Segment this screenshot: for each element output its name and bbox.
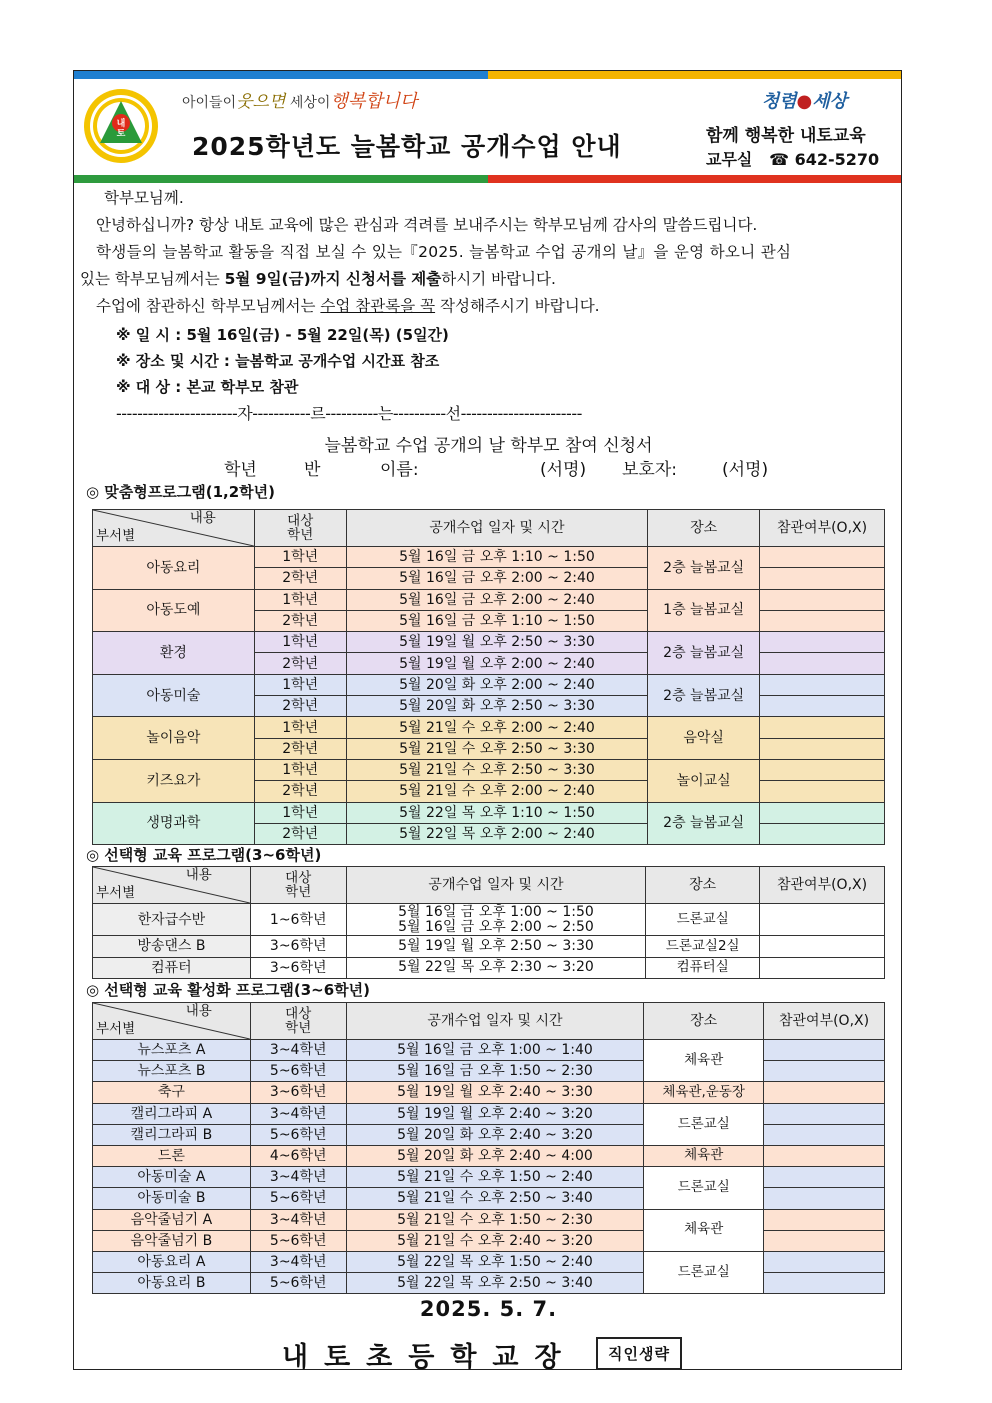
place: 2층 늘봄교실: [648, 674, 760, 717]
header-datetime: 공개수업 일자 및 시간: [346, 867, 646, 904]
principal-signature: 내토초등학교장: [282, 1342, 577, 1373]
salutation: 학부모님께.: [104, 189, 184, 207]
target-grade: 2학년: [254, 568, 346, 589]
program-name: 드론: [93, 1145, 251, 1166]
attend-checkbox[interactable]: [764, 1040, 885, 1061]
header-attend: 참관여부(O,X): [760, 510, 885, 547]
program-name: 놀이음악: [93, 717, 255, 760]
target-grade: 1학년: [254, 759, 346, 780]
table-row: [93, 1209, 885, 1230]
paragraph-2a: 학생들의 늘봄학교 활동을 직접 보실 수 있는『2025. 늘봄학교 수업 공개의 날』을 운영 하오니 관심: [96, 243, 792, 261]
info-target: ※ 대 상 : 본교 학부모 참관: [116, 378, 299, 396]
attend-checkbox[interactable]: [760, 957, 885, 979]
program-name: 아동미술 A: [93, 1167, 251, 1188]
logo-label: 내토: [116, 119, 126, 139]
program-name: 키즈요가: [93, 759, 255, 802]
table-row: [93, 1188, 885, 1209]
attend-checkbox[interactable]: [760, 759, 885, 780]
place: 컴퓨터실: [646, 957, 760, 979]
application-title: 늘봄학교 수업 공개의 날 학부모 참여 신청서: [324, 436, 653, 456]
attend-checkbox[interactable]: [764, 1251, 885, 1272]
program-name: 컴퓨터: [93, 957, 251, 979]
header-place: 장소: [646, 867, 760, 904]
info-place: ※ 장소 및 시간 : 늘봄학교 공개수업 시간표 참조: [116, 352, 440, 370]
section2-table: [92, 866, 885, 979]
session-time: 5월 20일 화 오후 2:40 ~ 4:00: [346, 1145, 644, 1166]
program-name: 음악줄넘기 A: [93, 1209, 251, 1230]
program-name: 한자급수반: [93, 904, 251, 936]
session-time: 5월 20일 화 오후 2:40 ~ 3:20: [346, 1124, 644, 1145]
table-row: [93, 904, 885, 936]
program-name: 캘리그라피 A: [93, 1103, 251, 1124]
target-grade: 1학년: [254, 589, 346, 610]
place: 음악실: [648, 717, 760, 760]
session-time: 5월 16일 금 오후 1:00 ~ 1:40: [346, 1040, 644, 1061]
place: 드론교실: [644, 1167, 764, 1209]
target-grade: 2학년: [254, 610, 346, 631]
info-date: ※ 일 시 : 5월 16일(금) - 5월 22일(목) (5일간): [116, 326, 449, 344]
place: 2층 늘봄교실: [648, 547, 760, 590]
session-time: 5월 21일 수 오후 1:50 ~ 2:40: [346, 1167, 644, 1188]
session-time: 5월 21일 수 오후 2:50 ~ 3:40: [346, 1188, 644, 1209]
paragraph-2b: 있는 학부모님께서는 5월 9일(금)까지 신청서를 제출하시기 바랍니다.: [80, 270, 556, 288]
stamp-omitted: 직인생략: [596, 1337, 682, 1370]
letter-body: [80, 185, 895, 400]
target-grade: 3~6학년: [250, 936, 346, 958]
attend-checkbox[interactable]: [760, 547, 885, 568]
header-attend: 참관여부(O,X): [764, 1003, 885, 1040]
table-row: [93, 936, 885, 958]
header-divider-bar: [74, 175, 901, 183]
header-dept-content: [93, 867, 251, 904]
attend-checkbox[interactable]: [760, 717, 885, 738]
header-dept-content: [93, 510, 255, 547]
header-dept-label: 부서별: [96, 884, 136, 901]
place: 1층 늘봄교실: [648, 589, 760, 632]
target-grade: 3~4학년: [250, 1209, 346, 1230]
program-name: 아동요리 B: [93, 1273, 251, 1294]
header-dept-content: [93, 1003, 251, 1040]
header-attend: 참관여부(O,X): [760, 867, 885, 904]
target-grade: 4~6학년: [250, 1145, 346, 1166]
target-grade: 3~4학년: [250, 1103, 346, 1124]
attend-checkbox[interactable]: [764, 1167, 885, 1188]
program-name: 아동요리: [93, 547, 255, 590]
target-grade: 2학년: [254, 823, 346, 844]
application-fields: 학년 반 이름: (서명) 보호자: (서명): [224, 460, 769, 480]
header-place: 장소: [644, 1003, 764, 1040]
program-name: 캘리그라피 B: [93, 1124, 251, 1145]
program-name: 아동요리 A: [93, 1251, 251, 1272]
section1-table: [92, 509, 885, 845]
session-time: 5월 19일 월 오후 2:40 ~ 3:20: [346, 1103, 644, 1124]
table-row: [93, 1273, 885, 1294]
attend-checkbox[interactable]: [764, 1082, 885, 1103]
program-name: 음악줄넘기 B: [93, 1230, 251, 1251]
target-grade: 5~6학년: [250, 1230, 346, 1251]
attend-checkbox[interactable]: [764, 1209, 885, 1230]
header-target: 대상 학년: [250, 867, 346, 904]
attend-checkbox[interactable]: [760, 610, 885, 631]
attend-checkbox[interactable]: [760, 781, 885, 802]
place: 놀이교실: [648, 759, 760, 802]
header-dept-label: 부서별: [96, 527, 136, 544]
section3-table: [92, 1002, 885, 1294]
attend-checkbox[interactable]: [760, 653, 885, 674]
target-grade: 1학년: [254, 717, 346, 738]
attend-checkbox[interactable]: [760, 589, 885, 610]
program-name: 뉴스포츠 A: [93, 1040, 251, 1061]
attend-checkbox[interactable]: [760, 904, 885, 936]
target-grade: 2학년: [254, 738, 346, 759]
session-time: 5월 21일 수 오후 2:00 ~ 2:40: [346, 781, 648, 802]
table-row: [93, 589, 885, 610]
attend-checkbox[interactable]: [760, 696, 885, 717]
table-row: [93, 1167, 885, 1188]
target-grade: 2학년: [254, 696, 346, 717]
place: 드론교실: [644, 1251, 764, 1293]
session-time: 5월 16일 금 오후 1:00 ~ 1:50 5월 16일 금 오후 2:00 ~ 2:50: [346, 904, 646, 936]
place: 2층 늘봄교실: [648, 802, 760, 845]
target-grade: 1학년: [254, 632, 346, 653]
place: 체육관: [644, 1209, 764, 1251]
attend-checkbox[interactable]: [760, 936, 885, 958]
attend-checkbox[interactable]: [764, 1230, 885, 1251]
program-name: 아동미술 B: [93, 1188, 251, 1209]
session-time: 5월 19일 월 오후 2:50 ~ 3:30: [346, 936, 646, 958]
target-grade: 5~6학년: [250, 1061, 346, 1082]
header-content-label: 내용: [185, 1003, 212, 1019]
table-row: [93, 1103, 885, 1124]
program-name: 생명과학: [93, 802, 255, 845]
attend-checkbox[interactable]: [760, 823, 885, 844]
target-grade: 3~6학년: [250, 957, 346, 979]
session-time: 5월 21일 수 오후 2:40 ~ 3:20: [346, 1230, 644, 1251]
session-time: 5월 22일 목 오후 1:50 ~ 2:40: [346, 1251, 644, 1272]
attend-checkbox[interactable]: [764, 1273, 885, 1294]
target-grade: 3~6학년: [250, 1082, 346, 1103]
session-time: 5월 16일 금 오후 2:00 ~ 2:40: [346, 589, 648, 610]
attend-checkbox[interactable]: [764, 1061, 885, 1082]
target-grade: 2학년: [254, 653, 346, 674]
slogan: 아이들이웃으면 세상이행복합니다: [182, 91, 418, 112]
table-row: [93, 632, 885, 653]
place: 2층 늘봄교실: [648, 632, 760, 675]
target-grade: 1학년: [254, 674, 346, 695]
target-grade: 3~4학년: [250, 1167, 346, 1188]
table-row: [93, 674, 885, 695]
table-row: [93, 1061, 885, 1082]
session-time: 5월 22일 목 오후 2:00 ~ 2:40: [346, 823, 648, 844]
session-time: 5월 22일 목 오후 2:50 ~ 3:40: [346, 1273, 644, 1294]
program-name: 아동미술: [93, 674, 255, 717]
program-name: 뉴스포츠 B: [93, 1061, 251, 1082]
target-grade: 3~4학년: [250, 1040, 346, 1061]
session-time: 5월 19일 월 오후 2:50 ~ 3:30: [346, 632, 648, 653]
attend-checkbox[interactable]: [760, 738, 885, 759]
issue-date: 2025. 5. 7.: [419, 1297, 558, 1321]
table-row: [93, 1124, 885, 1145]
target-grade: 2학년: [254, 781, 346, 802]
session-time: 5월 20일 화 오후 2:00 ~ 2:40: [346, 674, 648, 695]
table-row: [93, 802, 885, 823]
header-target: 대상 학년: [254, 510, 346, 547]
header-target: 대상 학년: [250, 1003, 346, 1040]
table-row: [93, 1040, 885, 1061]
header-datetime: 공개수업 일자 및 시간: [346, 510, 648, 547]
section2-title: ◎ 선택형 교육 프로그램(3~6학년): [86, 846, 322, 864]
place: 드론교실: [646, 904, 760, 936]
session-time: 5월 21일 수 오후 1:50 ~ 2:30: [346, 1209, 644, 1230]
target-grade: 1~6학년: [250, 904, 346, 936]
attend-checkbox[interactable]: [760, 802, 885, 823]
place: 드론교실: [644, 1103, 764, 1145]
attend-checkbox[interactable]: [764, 1145, 885, 1166]
place: 체육관: [644, 1145, 764, 1166]
table-row: [93, 1251, 885, 1272]
attend-checkbox[interactable]: [764, 1188, 885, 1209]
attend-checkbox[interactable]: [764, 1124, 885, 1145]
session-time: 5월 22일 목 오후 2:30 ~ 3:20: [346, 957, 646, 979]
office-contact: 교무실 ☎ 642-5270: [706, 150, 880, 169]
header-content-label: 내용: [189, 510, 216, 526]
attend-checkbox[interactable]: [760, 632, 885, 653]
section1-title: ◎ 맞춤형프로그램(1,2학년): [86, 483, 276, 501]
table-row: [93, 1145, 885, 1166]
top-color-bar: [74, 71, 901, 79]
attend-checkbox[interactable]: [764, 1103, 885, 1124]
notice-page: [73, 70, 902, 1373]
motto: 함께 행복한 내토교육: [706, 126, 866, 146]
session-time: 5월 21일 수 오후 2:50 ~ 3:30: [346, 738, 648, 759]
attend-checkbox[interactable]: [760, 674, 885, 695]
session-time: 5월 16일 금 오후 1:10 ~ 1:50: [346, 547, 648, 568]
cut-line: -----------------------자-----------르----------는----------선-----------------------: [116, 404, 582, 423]
table-row: [93, 717, 885, 738]
program-name: 아동도예: [93, 589, 255, 632]
place: 드론교실2실: [646, 936, 760, 958]
target-grade: 5~6학년: [250, 1273, 346, 1294]
header-datetime: 공개수업 일자 및 시간: [346, 1003, 644, 1040]
program-name: 방송댄스 B: [93, 936, 251, 958]
session-time: 5월 16일 금 오후 1:50 ~ 2:30: [346, 1061, 644, 1082]
header-dept-label: 부서별: [96, 1020, 136, 1037]
program-name: 환경: [93, 632, 255, 675]
target-grade: 1학년: [254, 547, 346, 568]
program-name: 축구: [93, 1082, 251, 1103]
session-time: 5월 19일 월 오후 2:00 ~ 2:40: [346, 653, 648, 674]
session-time: 5월 16일 금 오후 1:10 ~ 1:50: [346, 610, 648, 631]
table-row: [93, 759, 885, 780]
section3-title: ◎ 선택형 교육 활성화 프로그램(3~6학년): [86, 981, 370, 999]
session-time: 5월 19일 월 오후 2:40 ~ 3:30: [346, 1082, 644, 1103]
paragraph-1: 안녕하십니까? 항상 내토 교육에 많은 관심과 격려를 보내주시는 학부모님께 감사의 말씀드립니다.: [96, 216, 758, 234]
table-row: [93, 957, 885, 979]
target-grade: 3~4학년: [250, 1251, 346, 1272]
attend-checkbox[interactable]: [760, 568, 885, 589]
session-time: 5월 21일 수 오후 2:50 ~ 3:30: [346, 759, 648, 780]
target-grade: 5~6학년: [250, 1124, 346, 1145]
target-grade: 1학년: [254, 802, 346, 823]
table-row: [93, 1082, 885, 1103]
session-time: 5월 20일 화 오후 2:50 ~ 3:30: [346, 696, 648, 717]
paragraph-3: 수업에 참관하신 학부모님께서는 수업 참관록을 꼭 작성해주시기 바랍니다.: [96, 297, 600, 315]
session-time: 5월 22일 목 오후 1:10 ~ 1:50: [346, 802, 648, 823]
place: 체육관,운동장: [644, 1082, 764, 1103]
session-time: 5월 16일 금 오후 2:00 ~ 2:40: [346, 568, 648, 589]
target-grade: 5~6학년: [250, 1188, 346, 1209]
table-row: [93, 547, 885, 568]
header-place: 장소: [648, 510, 760, 547]
header-content-label: 내용: [185, 867, 212, 883]
integrity-badge: 청렴●세상: [761, 91, 847, 112]
table-row: [93, 1230, 885, 1251]
page-title: 2025학년도 늘봄학교 공개수업 안내: [192, 132, 622, 161]
session-time: 5월 21일 수 오후 2:00 ~ 2:40: [346, 717, 648, 738]
place: 체육관: [644, 1040, 764, 1082]
